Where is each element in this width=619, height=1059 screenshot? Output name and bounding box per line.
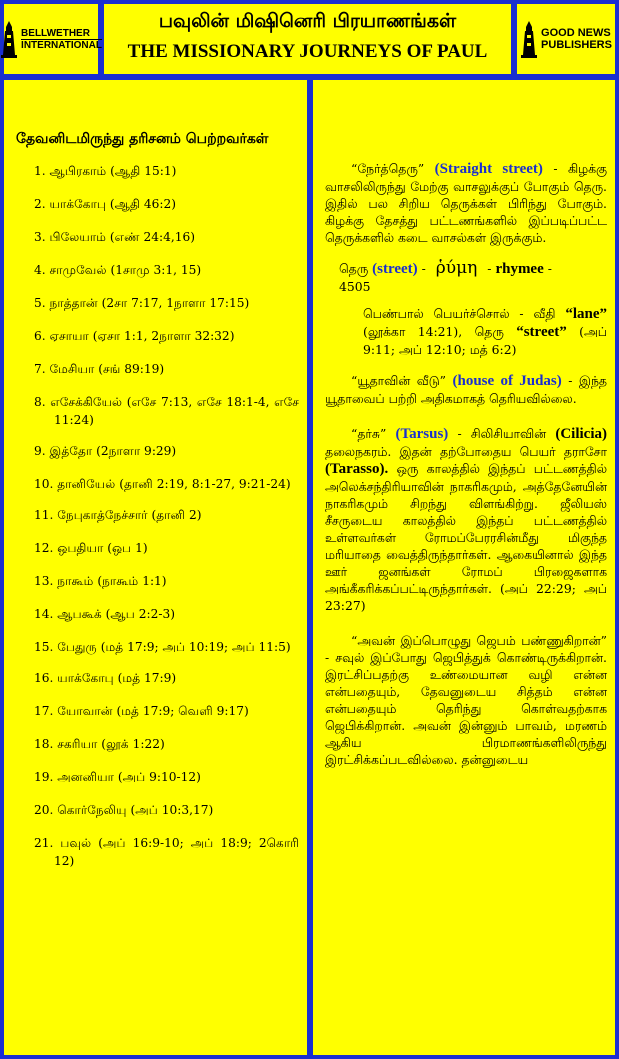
lane-text-3: (அப் 9:11; அப் 12:10; மத் 6:2) (363, 324, 607, 357)
tarsus-english: (Tarsus) (395, 426, 449, 442)
list-item: 15. பேதுரு (மத் 17:9; அப் 10:19; அப் 11:5) (34, 640, 291, 654)
left-logo-line-1: BELLWETHER (21, 27, 90, 39)
straight-street-english: (Straight street) (434, 161, 543, 177)
left-logo-line-2: INTERNATIONAL (21, 39, 102, 51)
list-item: 20. கொர்நேலியு (அப் 10:3,17) (34, 803, 214, 817)
lane-text-1: பெண்பால் பெயர்ச்சொல் - வீதி (363, 306, 556, 321)
list-item: 17. யோவான் (மத் 17:9; வெளி 9:17) (34, 704, 249, 718)
lighthouse-icon (520, 19, 538, 59)
street-word-study (325, 260, 607, 295)
lane-definition (325, 305, 607, 358)
visions-column (4, 80, 307, 1055)
list-item: 11. நேபுகாத்நேச்சார் (தானி 2) (34, 508, 202, 522)
street-dash-1: - (421, 261, 426, 276)
tarsus-text-1: - சிலிசியாவின் (457, 426, 547, 441)
right-logo-line-2: PUBLISHERS (541, 39, 612, 51)
judas-term: “யூதாவின் வீடு” (351, 373, 447, 388)
house-of-judas-paragraph (325, 372, 607, 407)
tarsus-term: “தர்சு” (351, 426, 387, 441)
street-word: “street” (516, 324, 567, 340)
title-english: THE MISSIONARY JOURNEYS OF PAUL (127, 41, 488, 62)
visions-list (16, 162, 299, 870)
list-item: 6. ஏசாயா (ஏசா 1:1, 2நாளா 32:32) (34, 329, 235, 343)
list-item: 1. ஆபிரகாம் (ஆதி 15:1) (34, 164, 177, 178)
street-dash-2: - (487, 261, 492, 276)
list-item: 21. பவுல் (அப் 16:9-10; அப் 18:9; 2கொரி 12) (34, 836, 299, 868)
lighthouse-icon (0, 19, 18, 59)
list-item: 2. யாக்கோபு (ஆதி 46:2) (34, 197, 177, 211)
judas-english: (house of Judas) (452, 373, 562, 389)
tarsus-text-3: ஒரு காலத்தில் இந்தப் பட்டணத்தில் அலெக்சந்திரியாவின் நாகரிகமும், அத்தேனேயின் நாகரிகமும் சிறந்து விளங்கிற்று. ஜீலியஸ் சீசருடைய காலத்தில் இந்தப் பட்டணத்தில் உள்ளவர்கள் ரோமப்பேரரசின்மீது மிகுந்த மரியாதை வைத்திருந்தார்கள். ஆகையினால் இந்த ஊர் ஜனங்கள் ரோமப் பிரஜைகளாக அங்கீகரிக்கப்பட்டிருந்தார்கள். (அப் 22:29; அப் 23:27) (325, 461, 607, 613)
list-item: 16. யாக்கோபு (மத் 17:9) (34, 671, 177, 685)
list-item: 19. அனனியா (அப் 9:10-12) (34, 770, 201, 784)
lane-text-2: (லூக்கா 14:21), தெரு (363, 324, 504, 339)
street-dash-3: - (547, 261, 552, 276)
greek-word: ῥύμη (435, 258, 478, 278)
list-item: 18. சகரியா (லூக் 1:22) (34, 737, 165, 751)
strong-number: 4505 (339, 279, 371, 294)
list-item: 7. மேசியா (சங் 89:19) (34, 362, 165, 376)
straight-street-paragraph (325, 160, 607, 246)
list-item: 9. இத்தோ (2நாளா 9:29) (34, 444, 177, 458)
lane-word: “lane” (565, 306, 607, 322)
right-logo-line-1: GOOD NEWS (541, 27, 611, 39)
street-term: தெரு (339, 261, 369, 276)
list-item: 10. தானியேல் (தானி 2:19, 8:1-27, 9:21-24) (34, 477, 291, 491)
list-item: 5. நாத்தான் (2சா 7:17, 1நாளா 17:15) (34, 296, 250, 310)
list-item: 4. சாமுவேல் (1சாமு 3:1, 15) (34, 263, 202, 277)
list-item: 3. பிலேயாம் (எண் 24:4,16) (34, 230, 196, 244)
tarsus-paragraph (325, 425, 607, 614)
judas-text: - இந்த யூதாவைப் பற்றி அதிகமாகத் தெரியவில்லை. (325, 373, 607, 406)
title-tamil: பவுலின் மிஷினெரி பிரயாணங்கள் (158, 10, 457, 32)
list-item: 12. ஒபதியா (ஒப 1) (34, 541, 148, 555)
good-news-logo (517, 4, 615, 74)
tarsus-text-2: தலைநகரம். இதன் தற்போதைய பெயர் தராசோ (325, 444, 607, 459)
straight-street-term: “நேர்த்தெரு” (351, 161, 425, 176)
transliteration: rhymee (495, 261, 544, 277)
straight-street-text: - கிழக்கு வாசலிலிருந்து மேற்கு வாசலுக்குப் போகும் தெரு. இதில் பல சிறிய தெருக்கள் பிரிந்து போகும். கிழக்கு தேசத்து பட்டணங்களில் இப்படிப்பட்ட தெருக்களில் கடை வாசல்கள் இருக்கும். (325, 161, 607, 245)
street-english: (street) (372, 261, 418, 277)
list-item: 13. நாகூம் (நாகூம் 1:1) (34, 574, 167, 588)
prayer-paragraph: “அவன் இப்பொழுது ஜெபம் பண்ணுகிறான்” - சவுல் இப்போது ஜெபித்துக் கொண்டிருக்கிறான். இரட்சிப்பதற்கு உண்மையான வழி என்ன என்பதையும், தேவனுடைய சித்தம் என்ன என்பதையும் தெரிந்து கொள்வதற்காக ஜெபிக்கிறான். அவன் இன்னும் பாவம், மரணம் ஆகிய பிரமாணங்களிலிருந்து இரட்சிக்கப்படவில்லை. தன்னுடைய (325, 633, 607, 767)
tarasso-english: (Tarasso). (325, 461, 389, 477)
list-item: 8. எசேக்கியேல் (எசே 7:13, எசே 18:1-4, எசே 11:24) (34, 395, 299, 427)
title-box (104, 4, 511, 74)
commentary-column (313, 80, 615, 1055)
bellwether-logo (4, 4, 102, 74)
cilicia-english: (Cilicia) (555, 426, 607, 442)
list-item: 14. ஆபகூக் (ஆப 2:2-3) (34, 607, 175, 621)
visions-heading: தேவனிடமிருந்து தரிசனம் பெற்றவர்கள் (16, 131, 269, 147)
